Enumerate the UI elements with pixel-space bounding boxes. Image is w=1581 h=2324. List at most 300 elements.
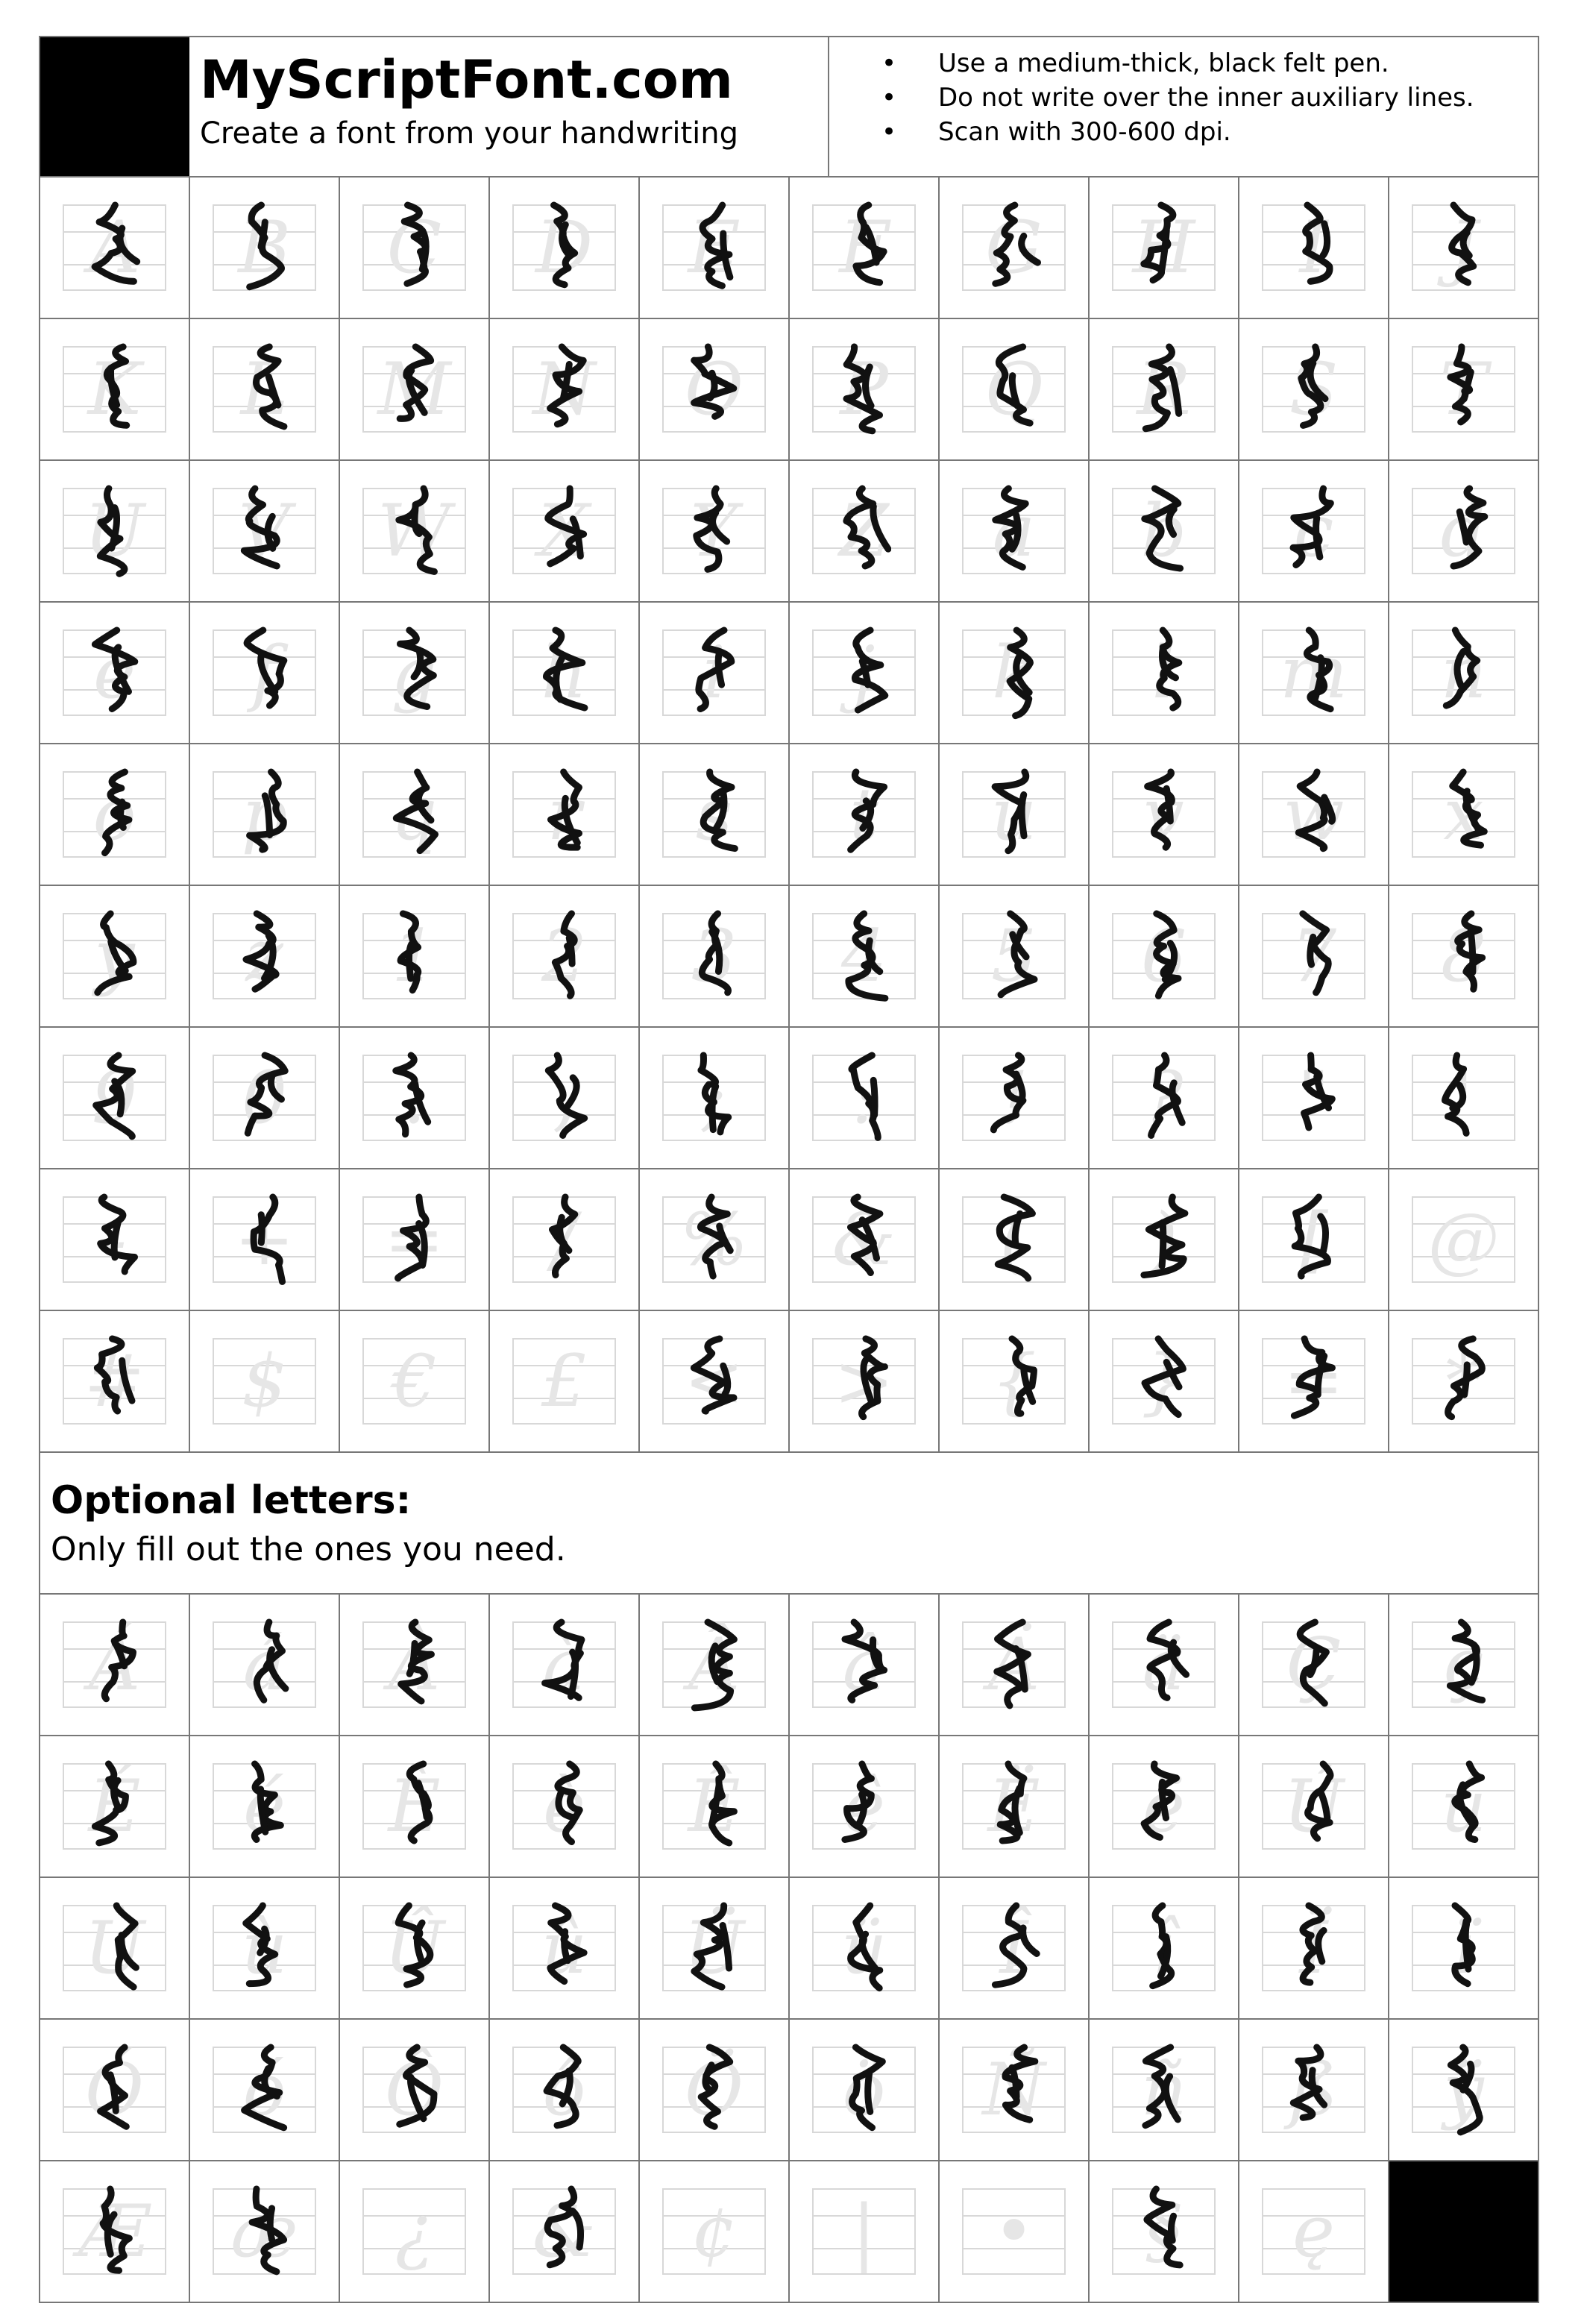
- character-cell: [1239, 1878, 1389, 2020]
- guide-character: Î: [999, 1906, 1028, 1990]
- handwritten-glyph: [987, 1758, 1041, 1855]
- glyph-stroke: [1464, 372, 1471, 399]
- guide-character: Z: [839, 489, 889, 573]
- character-cell: [1090, 178, 1239, 319]
- glyph-stroke: [104, 1622, 133, 1699]
- character-cell: [790, 886, 940, 1028]
- character-cell: [340, 1736, 490, 1878]
- handwritten-glyph: [88, 483, 142, 580]
- glyph-stroke: [1021, 236, 1037, 263]
- character-cell: [640, 1028, 790, 1169]
- character-cell: [490, 1595, 640, 1736]
- character-cell: [1090, 319, 1239, 461]
- glyph-stroke: [846, 489, 873, 566]
- instruction-item: • Do not write over the inner auxiliary lines.: [881, 81, 1538, 115]
- character-cell: [940, 603, 1090, 744]
- guide-character: Á: [88, 1623, 141, 1706]
- guide-character: È: [388, 1765, 441, 1848]
- handwritten-glyph: [238, 1049, 292, 1146]
- guide-character: À: [388, 1623, 441, 1706]
- handwritten-glyph: [688, 341, 741, 438]
- character-cell: [1389, 1311, 1539, 1453]
- character-cell: [190, 461, 340, 603]
- handwritten-glyph: [1287, 1900, 1341, 1997]
- handwritten-glyph: [238, 1616, 292, 1713]
- character-cell: [640, 461, 790, 603]
- glyph-stroke: [1171, 2216, 1173, 2240]
- guide-character: =: [1283, 1340, 1344, 1423]
- glyph-stroke: [1318, 1930, 1323, 1962]
- guide-character: €: [391, 1340, 438, 1423]
- handwritten-glyph: [1137, 483, 1191, 580]
- glyph-stroke: [1146, 2189, 1179, 2265]
- character-cell: [1389, 1028, 1539, 1169]
- character-cell: [640, 319, 790, 461]
- handwritten-glyph: [388, 483, 441, 580]
- handwritten-glyph: [1437, 908, 1491, 1005]
- glyph-stroke: [1169, 509, 1174, 535]
- glyph-stroke: [1298, 772, 1324, 849]
- handwritten-glyph: [238, 766, 292, 863]
- handwritten-glyph: [388, 2041, 441, 2138]
- guide-character: }: [1140, 1340, 1187, 1423]
- character-cell: [790, 1878, 940, 2020]
- character-cell: [1389, 1169, 1539, 1311]
- handwritten-glyph: [388, 766, 441, 863]
- guide-character: à: [542, 1623, 586, 1706]
- glyph-stroke: [1320, 1791, 1327, 1818]
- character-cell: [1239, 2020, 1389, 2161]
- character-cell: [940, 2161, 1090, 2303]
- character-cell: [40, 886, 190, 1028]
- glyph-stroke: [1457, 651, 1463, 685]
- handwritten-glyph: [538, 199, 591, 296]
- glyph-stroke: [1310, 937, 1313, 964]
- character-cell: [1090, 603, 1239, 744]
- handwritten-glyph: [238, 624, 292, 721]
- glyph-stroke: [1302, 914, 1327, 993]
- glyph-stroke: [1012, 376, 1017, 406]
- handwritten-glyph: [837, 1191, 891, 1288]
- handwritten-glyph: [688, 766, 741, 863]
- guide-character: 1: [391, 914, 438, 998]
- handwritten-glyph: [388, 1900, 441, 1997]
- handwritten-glyph: [1287, 199, 1341, 296]
- guide-character: q: [391, 773, 438, 856]
- character-cell: [1389, 178, 1539, 319]
- glyph-stroke: [414, 650, 421, 676]
- character-cell: [340, 2020, 490, 2161]
- handwritten-glyph: [238, 199, 292, 296]
- corner-marker: [1389, 2161, 1539, 2303]
- handwritten-glyph: [238, 341, 292, 438]
- character-cell: [940, 1169, 1090, 1311]
- character-cell: [1239, 319, 1389, 461]
- guide-character: ô: [542, 2048, 586, 2132]
- guide-character: $: [241, 1340, 288, 1423]
- character-cell: [490, 1169, 640, 1311]
- glyph-stroke: [271, 1075, 281, 1099]
- handwritten-glyph: [688, 1758, 741, 1855]
- character-cell: [790, 1595, 940, 1736]
- character-cell: [490, 744, 640, 886]
- optional-section-header: [39, 1453, 1539, 1595]
- handwritten-glyph: [388, 199, 441, 296]
- guide-character: ;: [702, 1056, 726, 1140]
- glyph-stroke: [1320, 1216, 1325, 1251]
- guide-character: ç: [1443, 1623, 1484, 1706]
- character-cell: [1090, 744, 1239, 886]
- character-cell: [490, 178, 640, 319]
- glyph-stroke: [1294, 1339, 1332, 1416]
- glyph-stroke: [1293, 489, 1330, 565]
- handwritten-glyph: [1287, 1333, 1341, 1430]
- guide-character: w: [1283, 773, 1345, 856]
- handwritten-glyph: [238, 2041, 292, 2138]
- character-cell: [490, 1736, 640, 1878]
- brand-title: MyScriptFont.com: [200, 49, 733, 110]
- glyph-stroke: [120, 802, 123, 827]
- character-cell: [40, 2020, 190, 2161]
- character-cell: [190, 178, 340, 319]
- handwritten-glyph: [238, 1900, 292, 1997]
- handwritten-glyph: [238, 1758, 292, 1855]
- character-cell: [190, 1736, 340, 1878]
- handwritten-glyph: [538, 624, 591, 721]
- character-cell: [640, 2161, 790, 2303]
- glyph-stroke: [564, 1932, 568, 1961]
- handwritten-glyph: [88, 341, 142, 438]
- character-cell: [190, 1311, 340, 1453]
- guide-character: &: [532, 2190, 597, 2273]
- handwritten-glyph: [688, 1333, 741, 1430]
- handwritten-glyph: [837, 1900, 891, 1997]
- handwritten-glyph: [88, 1616, 142, 1713]
- character-cell: [940, 319, 1090, 461]
- guide-character: l: [1152, 631, 1175, 715]
- character-cell: [490, 1028, 640, 1169]
- character-cell: [940, 1028, 1090, 1169]
- character-cell: [1239, 1311, 1389, 1453]
- guide-character: Ç: [1286, 1623, 1342, 1706]
- guide-character: á: [242, 1623, 286, 1706]
- handwritten-glyph: [837, 483, 891, 580]
- glyph-stroke: [694, 1906, 723, 1987]
- guide-character: /: [552, 1198, 576, 1281]
- handwritten-glyph: [987, 1333, 1041, 1430]
- character-cell: [640, 2020, 790, 2161]
- handwritten-glyph: [1137, 1191, 1191, 1288]
- glyph-stroke: [702, 914, 728, 993]
- glyph-stroke: [723, 1925, 729, 1968]
- guide-character: z: [245, 914, 283, 998]
- glyph-stroke: [547, 2047, 578, 2126]
- guide-character: W: [377, 489, 451, 573]
- character-cell: [640, 886, 790, 1028]
- character-cell: [1239, 886, 1389, 1028]
- character-cell: [1239, 178, 1389, 319]
- guide-character: .: [403, 1056, 426, 1140]
- glyph-stroke: [862, 1934, 876, 1968]
- glyph-stroke: [104, 772, 128, 853]
- template-sheet: [39, 36, 1539, 2303]
- guide-character: ?: [1144, 1056, 1184, 1140]
- character-cell: [1389, 744, 1539, 886]
- guide-character: R: [1137, 348, 1191, 431]
- character-cell: [340, 178, 490, 319]
- guide-character: k: [992, 631, 1036, 715]
- handwritten-glyph: [538, 766, 591, 863]
- guide-character: é: [243, 1765, 286, 1848]
- guide-character: V: [238, 489, 291, 573]
- glyph-stroke: [399, 2047, 433, 2124]
- handwritten-glyph: [837, 199, 891, 296]
- guide-character: ö: [842, 2048, 886, 2132]
- character-cell: [940, 1736, 1090, 1878]
- character-cell: [190, 319, 340, 461]
- character-cell: [340, 886, 490, 1028]
- character-cell: [790, 178, 940, 319]
- handwritten-glyph: [238, 2183, 292, 2280]
- guide-character: 3: [691, 914, 738, 998]
- guide-character: Y: [690, 489, 738, 573]
- guide-character: Æ: [78, 2190, 151, 2273]
- glyph-stroke: [1022, 1928, 1037, 1954]
- glyph-stroke: [260, 222, 264, 247]
- handwritten-glyph: [1137, 341, 1191, 438]
- glyph-stroke: [97, 1339, 122, 1411]
- guide-character: i: [703, 631, 726, 715]
- character-cell: [490, 1878, 640, 2020]
- glyph-stroke: [855, 630, 884, 710]
- guide-character: î: [1152, 1906, 1175, 1990]
- handwritten-glyph: [88, 908, 142, 1005]
- guide-character: N: [532, 348, 596, 431]
- guide-character: M: [377, 348, 451, 431]
- character-cell: [940, 1311, 1090, 1453]
- character-cell: [640, 744, 790, 886]
- guide-character: n: [1440, 631, 1487, 715]
- glyph-stroke: [993, 1055, 1023, 1130]
- character-cell: [790, 1736, 940, 1878]
- guide-character: &: [832, 1198, 896, 1281]
- handwritten-glyph: [1137, 2183, 1191, 2280]
- guide-character: â: [842, 1623, 886, 1706]
- handwritten-glyph: [837, 1049, 891, 1146]
- character-cell: [1389, 2020, 1539, 2161]
- glyph-stroke: [95, 1055, 132, 1137]
- handwritten-glyph: [538, 1758, 591, 1855]
- handwritten-glyph: [538, 483, 591, 580]
- glyph-stroke: [244, 489, 277, 566]
- handwritten-glyph: [88, 1758, 142, 1855]
- guide-character: :: [852, 1056, 876, 1140]
- glyph-stroke: [698, 630, 731, 709]
- glyph-stroke: [1162, 1222, 1163, 1266]
- glyph-stroke: [1323, 224, 1327, 256]
- handwritten-glyph: [1437, 483, 1491, 580]
- handwritten-glyph: [1437, 341, 1491, 438]
- character-cell: [1239, 603, 1389, 744]
- handwritten-glyph: [88, 2041, 142, 2138]
- glyph-stroke: [1316, 1077, 1328, 1108]
- glyph-stroke: [546, 630, 584, 708]
- guide-character: =: [384, 1198, 444, 1281]
- character-cell: [1239, 1028, 1389, 1169]
- character-cell: [190, 603, 340, 744]
- character-cell: [340, 744, 490, 886]
- guide-character: ù: [241, 1906, 288, 1990]
- handwritten-glyph: [88, 624, 142, 721]
- character-cell: [1239, 2161, 1389, 2303]
- glyph-stroke: [270, 2208, 271, 2240]
- handwritten-glyph: [837, 1758, 891, 1855]
- guide-character: #: [84, 1340, 145, 1423]
- character-cell: [940, 886, 1090, 1028]
- character-cell: [940, 1878, 1090, 2020]
- guide-character: Â: [688, 1623, 741, 1706]
- handwritten-glyph: [388, 624, 441, 721]
- character-cell: [1389, 319, 1539, 461]
- guide-character: 7: [1290, 914, 1337, 998]
- guide-character: D: [535, 206, 593, 289]
- glyph-stroke: [249, 205, 281, 287]
- handwritten-glyph: [1287, 483, 1341, 580]
- glyph-stroke: [265, 796, 269, 835]
- glyph-stroke: [1015, 1213, 1019, 1243]
- character-cell: [190, 1878, 340, 2020]
- glyph-stroke: [712, 1087, 716, 1130]
- handwritten-glyph: [388, 1616, 441, 1713]
- guide-character: +: [234, 1198, 295, 1281]
- character-cell: [790, 2161, 940, 2303]
- character-cell: [790, 319, 940, 461]
- guide-character: ï: [1452, 1906, 1475, 1990]
- character-cell: [1239, 744, 1389, 886]
- guide-character: ß: [1289, 2048, 1338, 2132]
- guide-character: 5: [990, 914, 1037, 998]
- handwritten-glyph: [238, 1191, 292, 1288]
- guide-character: ä: [1142, 1623, 1186, 1706]
- character-cell: [340, 2161, 490, 2303]
- handwritten-glyph: [1287, 2041, 1341, 2138]
- character-cell: [790, 1169, 940, 1311]
- character-cell: [1389, 886, 1539, 1028]
- glyph-stroke: [547, 2189, 574, 2265]
- guide-character: J: [1449, 206, 1478, 289]
- guide-character: û: [541, 1906, 588, 1990]
- guide-character: x: [1443, 773, 1484, 856]
- guide-character: Q: [984, 348, 1043, 431]
- guide-character: 8: [1440, 914, 1487, 998]
- glyph-stroke: [569, 938, 572, 964]
- handwritten-glyph: [987, 341, 1041, 438]
- handwritten-glyph: [1437, 1049, 1491, 1146]
- handwritten-glyph: [1137, 1900, 1191, 1997]
- guide-character: o: [92, 773, 136, 856]
- glyph-stroke: [1166, 2076, 1178, 2120]
- character-cell: [490, 2161, 640, 2303]
- guide-character: c: [1293, 489, 1334, 573]
- character-cell: [790, 603, 940, 744]
- glyph-stroke: [567, 1078, 576, 1108]
- character-cell: [40, 1595, 190, 1736]
- character-cell: [940, 744, 1090, 886]
- guide-character: 0: [241, 1056, 288, 1140]
- guide-character: ñ: [1140, 2048, 1187, 2132]
- handwritten-glyph: [1287, 1758, 1341, 1855]
- guide-character: F: [839, 206, 889, 289]
- handwritten-glyph: [837, 2041, 891, 2138]
- header: [39, 36, 1539, 178]
- guide-character: y: [94, 914, 135, 998]
- guide-character: H: [1132, 206, 1195, 289]
- guide-character: ü: [840, 1906, 887, 1990]
- guide-character: j: [852, 631, 876, 715]
- handwritten-glyph: [88, 2183, 142, 2280]
- handwritten-glyph: [388, 1758, 441, 1855]
- guide-character: Ö: [685, 2048, 744, 2132]
- main-character-grid: [39, 178, 1539, 1453]
- handwritten-glyph: [1137, 2041, 1191, 2138]
- guide-character: ę: [1292, 2190, 1335, 2273]
- handwritten-glyph: [1287, 1191, 1341, 1288]
- glyph-stroke: [418, 1783, 427, 1818]
- glyph-stroke: [703, 772, 735, 849]
- brand-subtitle: Create a font from your handwriting: [200, 116, 739, 151]
- handwritten-glyph: [1287, 624, 1341, 721]
- character-cell: [1090, 1028, 1239, 1169]
- glyph-stroke: [119, 228, 136, 262]
- handwritten-glyph: [538, 2041, 591, 2138]
- guide-character: Û: [384, 1906, 444, 1990]
- character-cell: [190, 744, 340, 886]
- glyph-stroke: [268, 377, 278, 405]
- handwritten-glyph: [987, 1191, 1041, 1288]
- guide-character: h: [541, 631, 588, 715]
- character-cell: [490, 1311, 640, 1453]
- glyph-stroke: [1446, 630, 1477, 706]
- handwritten-glyph: [987, 1616, 1041, 1713]
- handwritten-glyph: [688, 908, 741, 1005]
- character-cell: [40, 1169, 190, 1311]
- handwritten-glyph: [987, 908, 1041, 1005]
- handwritten-glyph: [1137, 1758, 1191, 1855]
- glyph-stroke: [1293, 2047, 1321, 2117]
- handwritten-glyph: [688, 1616, 741, 1713]
- guide-character: ú: [1440, 1765, 1487, 1848]
- guide-character: f: [251, 631, 278, 715]
- instructions-list: [829, 37, 1538, 176]
- handwritten-glyph: [538, 2183, 591, 2280]
- guide-character: ¿: [395, 2190, 434, 2273]
- character-cell: [940, 2020, 1090, 2161]
- handwritten-glyph: [837, 341, 891, 438]
- character-cell: [1389, 1736, 1539, 1878]
- handwritten-glyph: [238, 483, 292, 580]
- handwritten-glyph: [1437, 1333, 1491, 1430]
- guide-character: O: [685, 348, 744, 431]
- glyph-stroke: [400, 347, 430, 418]
- glyph-stroke: [556, 659, 562, 700]
- handwritten-glyph: [538, 1900, 591, 1997]
- glyph-stroke: [1022, 795, 1024, 836]
- character-cell: [490, 603, 640, 744]
- guide-character: G: [985, 206, 1043, 289]
- guide-character: É: [88, 1765, 141, 1848]
- handwritten-glyph: [1137, 624, 1191, 721]
- character-cell: [1239, 461, 1389, 603]
